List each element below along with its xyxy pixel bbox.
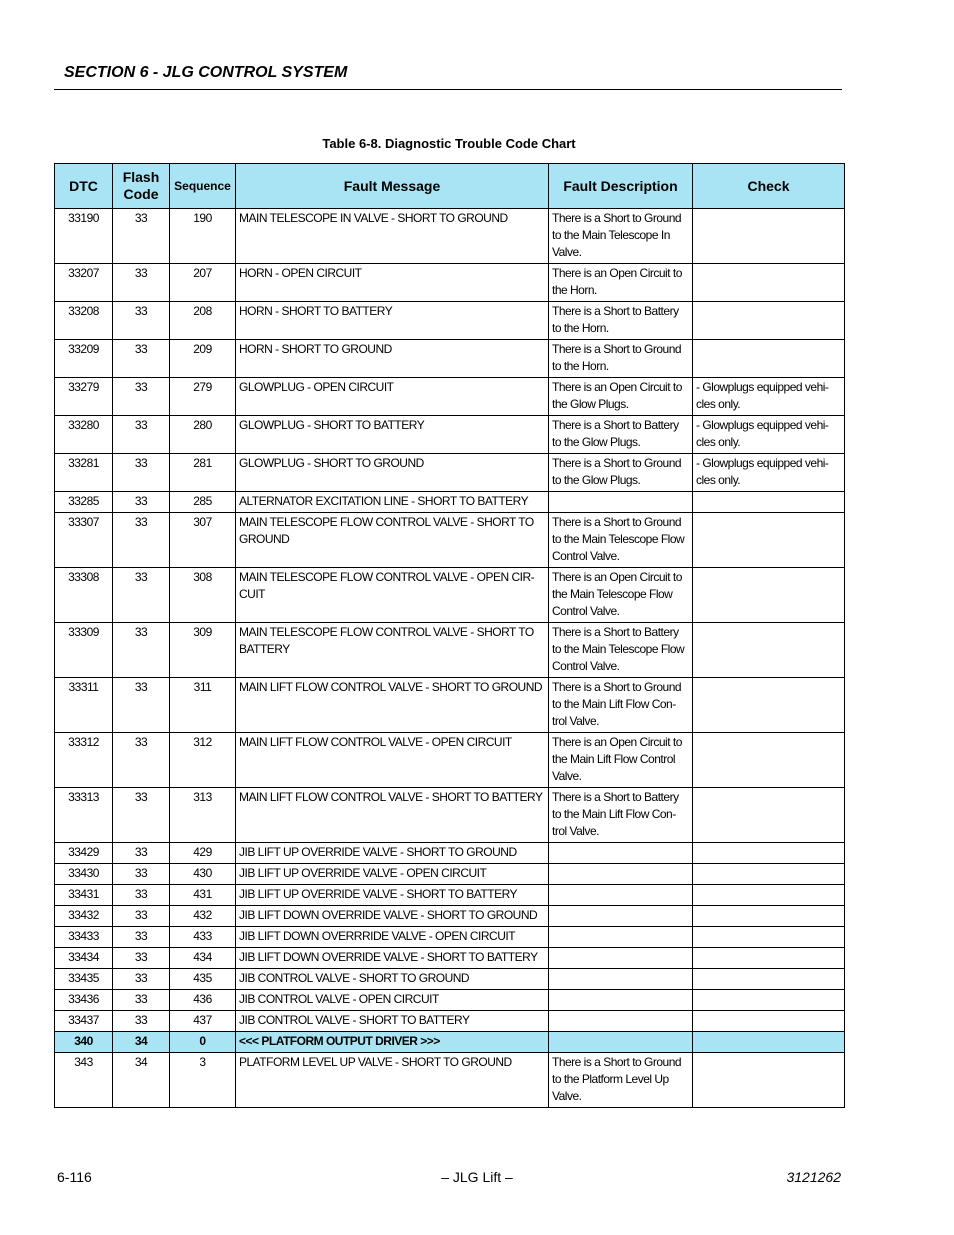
fault-description-cell [549,969,693,990]
sequence-cell: 0 [170,1032,236,1053]
sequence-cell: 279 [170,378,236,416]
flash-code-cell: 33 [113,492,170,513]
dtc-cell: 33208 [55,302,113,340]
fault-message-cell: MAIN TELESCOPE IN VALVE - SHORT TO GROUND [236,209,549,264]
dtc-cell: 33430 [55,864,113,885]
section-header: SECTION 6 - JLG CONTROL SYSTEM [64,64,348,81]
fault-description-cell: There is an Open Circuit to the Main Telescope Flow Control Valve. [549,568,693,623]
dtc-cell: 33207 [55,264,113,302]
flash-code-cell: 33 [113,733,170,788]
fault-description-cell [549,1011,693,1032]
table-row [55,1011,845,1032]
fault-description-cell [549,885,693,906]
sequence-cell: 309 [170,623,236,678]
dtc-cell: 33435 [55,969,113,990]
flash-code-cell: 33 [113,568,170,623]
sequence-cell: 437 [170,1011,236,1032]
sequence-cell: 3 [170,1053,236,1108]
check-cell: - Glowplugs equipped vehi-cles only. [693,416,845,454]
flash-label-line1: Flash [122,169,160,185]
check-cell [693,990,845,1011]
check-cell [693,969,845,990]
dtc-cell: 33433 [55,927,113,948]
table-row [55,788,845,843]
table-header-row [55,164,845,209]
sequence-cell: 307 [170,513,236,568]
fault-description-cell [549,492,693,513]
dtc-cell: 33429 [55,843,113,864]
sequence-cell: 208 [170,302,236,340]
dtc-cell: 33307 [55,513,113,568]
sequence-cell: 312 [170,733,236,788]
check-cell: - Glowplugs equipped vehi-cles only. [693,378,845,416]
dtc-cell: 33431 [55,885,113,906]
table-row [55,990,845,1011]
column-header-flash-code [113,164,170,209]
sequence-cell: 429 [170,843,236,864]
check-cell [693,1053,845,1108]
fault-description-cell [549,864,693,885]
dtc-cell: 33308 [55,568,113,623]
flash-code-cell: 33 [113,209,170,264]
flash-code-cell: 33 [113,264,170,302]
table-row [55,1053,845,1108]
table-row [55,927,845,948]
check-cell [693,1011,845,1032]
fault-message-cell: GLOWPLUG - OPEN CIRCUIT [236,378,549,416]
table-row [55,864,845,885]
fault-message-cell: GLOWPLUG - SHORT TO GROUND [236,454,549,492]
table-row [55,340,845,378]
dtc-cell: 33434 [55,948,113,969]
fault-message-cell: JIB CONTROL VALVE - OPEN CIRCUIT [236,990,549,1011]
fault-description-cell: There is an Open Circuit to the Glow Plugs. [549,378,693,416]
fault-description-cell: There is a Short to Battery to the Main Telescope Flow Control Valve. [549,623,693,678]
check-cell: - Glowplugs equipped vehi-cles only. [693,454,845,492]
fault-description-cell: There is a Short to Ground to the Horn. [549,340,693,378]
fault-message-cell: PLATFORM LEVEL UP VALVE - SHORT TO GROUND [236,1053,549,1108]
table-row [55,969,845,990]
flash-code-cell: 33 [113,454,170,492]
flash-code-cell: 33 [113,864,170,885]
fault-message-cell: HORN - SHORT TO BATTERY [236,302,549,340]
dtc-cell: 33285 [55,492,113,513]
flash-code-cell: 33 [113,513,170,568]
sequence-cell: 434 [170,948,236,969]
table-row [55,264,845,302]
sequence-cell: 431 [170,885,236,906]
sequence-cell: 313 [170,788,236,843]
sequence-cell: 207 [170,264,236,302]
flash-code-cell: 33 [113,843,170,864]
column-header-check: Check [693,164,845,209]
fault-message-cell: MAIN LIFT FLOW CONTROL VALVE - SHORT TO BATTERY [236,788,549,843]
flash-code-cell: 33 [113,788,170,843]
flash-code-cell: 33 [113,340,170,378]
fault-description-cell: There is a Short to Battery to the Glow Plugs. [549,416,693,454]
sequence-cell: 281 [170,454,236,492]
fault-message-cell: <<< PLATFORM OUTPUT DRIVER >>> [236,1032,549,1053]
check-cell [693,906,845,927]
flash-code-cell: 33 [113,678,170,733]
table-row [55,885,845,906]
fault-message-cell: JIB LIFT UP OVERRIDE VALVE - OPEN CIRCUIT [236,864,549,885]
header-rule [54,89,842,90]
column-header-fault-message: Fault Message [236,164,549,209]
fault-message-cell: MAIN LIFT FLOW CONTROL VALVE - OPEN CIRCUIT [236,733,549,788]
fault-description-cell: There is a Short to Ground to the Main Telescope In Valve. [549,209,693,264]
check-cell [693,302,845,340]
page-number: 6-116 [57,1169,92,1185]
table-row [55,948,845,969]
table-body [55,209,845,1108]
fault-description-cell [549,948,693,969]
fault-description-cell: There is a Short to Battery to the Main Lift Flow Con-trol Valve. [549,788,693,843]
flash-code-cell: 33 [113,927,170,948]
check-cell [693,1032,845,1053]
fault-message-cell: MAIN TELESCOPE FLOW CONTROL VALVE - SHORT TO GROUND [236,513,549,568]
sequence-cell: 433 [170,927,236,948]
table-row [55,378,845,416]
flash-code-cell: 33 [113,623,170,678]
fault-message-cell: JIB LIFT DOWN OVERRRIDE VALVE - OPEN CIRCUIT [236,927,549,948]
fault-message-cell: JIB LIFT DOWN OVERRIDE VALVE - SHORT TO BATTERY [236,948,549,969]
dtc-cell: 33280 [55,416,113,454]
table-row [55,843,845,864]
flash-code-cell: 33 [113,1011,170,1032]
table-row [55,454,845,492]
sequence-cell: 436 [170,990,236,1011]
fault-description-cell [549,990,693,1011]
column-header-dtc: DTC [55,164,113,209]
fault-description-cell [549,1032,693,1053]
check-cell [693,513,845,568]
check-cell [693,788,845,843]
check-cell [693,885,845,906]
fault-message-cell: JIB CONTROL VALVE - SHORT TO GROUND [236,969,549,990]
dtc-table [54,163,845,1108]
flash-label-line2: Code [123,186,159,202]
dtc-cell: 33312 [55,733,113,788]
sequence-cell: 280 [170,416,236,454]
dtc-cell: 33209 [55,340,113,378]
fault-message-cell: MAIN TELESCOPE FLOW CONTROL VALVE - OPEN CIR-CUIT [236,568,549,623]
table-row [55,209,845,264]
table-row [55,678,845,733]
check-cell [693,864,845,885]
table-row [55,1032,845,1053]
check-cell [693,678,845,733]
fault-message-cell: MAIN LIFT FLOW CONTROL VALVE - SHORT TO GROUND [236,678,549,733]
column-header-sequence: Sequence [170,164,236,209]
check-cell [693,209,845,264]
fault-message-cell: ALTERNATOR EXCITATION LINE - SHORT TO BATTERY [236,492,549,513]
sequence-cell: 432 [170,906,236,927]
table-caption: Table 6-8. Diagnostic Trouble Code Chart [322,136,576,151]
dtc-cell: 33436 [55,990,113,1011]
fault-description-cell: There is a Short to Battery to the Horn. [549,302,693,340]
flash-code-cell: 33 [113,969,170,990]
fault-description-cell: There is a Short to Ground to the Main Lift Flow Con-trol Valve. [549,678,693,733]
document-number: 3121262 [786,1169,841,1185]
flash-code-cell: 33 [113,990,170,1011]
table-row [55,733,845,788]
check-cell [693,340,845,378]
fault-message-cell: JIB LIFT DOWN OVERRIDE VALVE - SHORT TO GROUND [236,906,549,927]
sequence-cell: 209 [170,340,236,378]
flash-code-cell: 33 [113,416,170,454]
sequence-cell: 308 [170,568,236,623]
fault-description-cell [549,927,693,948]
fault-message-cell: JIB CONTROL VALVE - SHORT TO BATTERY [236,1011,549,1032]
fault-description-cell: There is a Short to Ground to the Main Telescope Flow Control Valve. [549,513,693,568]
dtc-cell: 33311 [55,678,113,733]
sequence-cell: 311 [170,678,236,733]
footer-title: – JLG Lift – [441,1169,513,1185]
fault-description-cell: There is an Open Circuit to the Main Lift Flow Control Valve. [549,733,693,788]
fault-description-cell: There is an Open Circuit to the Horn. [549,264,693,302]
check-cell [693,843,845,864]
dtc-cell: 33437 [55,1011,113,1032]
dtc-cell: 33432 [55,906,113,927]
fault-message-cell: GLOWPLUG - SHORT TO BATTERY [236,416,549,454]
fault-message-cell: JIB LIFT UP OVERRIDE VALVE - SHORT TO BATTERY [236,885,549,906]
table-row [55,302,845,340]
dtc-cell: 33190 [55,209,113,264]
flash-code-cell: 34 [113,1032,170,1053]
table-row [55,906,845,927]
check-cell [693,948,845,969]
dtc-cell: 340 [55,1032,113,1053]
check-cell [693,568,845,623]
table-row [55,623,845,678]
table-row [55,416,845,454]
fault-message-cell: HORN - OPEN CIRCUIT [236,264,549,302]
dtc-cell: 33279 [55,378,113,416]
sequence-cell: 430 [170,864,236,885]
flash-code-cell: 33 [113,885,170,906]
dtc-cell: 33281 [55,454,113,492]
flash-code-cell: 34 [113,1053,170,1108]
dtc-cell: 33313 [55,788,113,843]
column-header-fault-description: Fault Description [549,164,693,209]
flash-code-cell: 33 [113,906,170,927]
sequence-cell: 190 [170,209,236,264]
dtc-cell: 33309 [55,623,113,678]
flash-code-cell: 33 [113,948,170,969]
fault-description-cell: There is a Short to Ground to the Glow Plugs. [549,454,693,492]
table-row [55,492,845,513]
table-row [55,513,845,568]
flash-code-cell: 33 [113,302,170,340]
flash-code-cell: 33 [113,378,170,416]
check-cell [693,492,845,513]
check-cell [693,927,845,948]
fault-message-cell: MAIN TELESCOPE FLOW CONTROL VALVE - SHORT TO BATTERY [236,623,549,678]
table-row [55,568,845,623]
fault-message-cell: JIB LIFT UP OVERRIDE VALVE - SHORT TO GROUND [236,843,549,864]
check-cell [693,264,845,302]
check-cell [693,733,845,788]
dtc-cell: 343 [55,1053,113,1108]
fault-description-cell [549,906,693,927]
fault-message-cell: HORN - SHORT TO GROUND [236,340,549,378]
sequence-cell: 435 [170,969,236,990]
sequence-cell: 285 [170,492,236,513]
check-cell [693,623,845,678]
fault-description-cell [549,843,693,864]
fault-description-cell: There is a Short to Ground to the Platform Level Up Valve. [549,1053,693,1108]
